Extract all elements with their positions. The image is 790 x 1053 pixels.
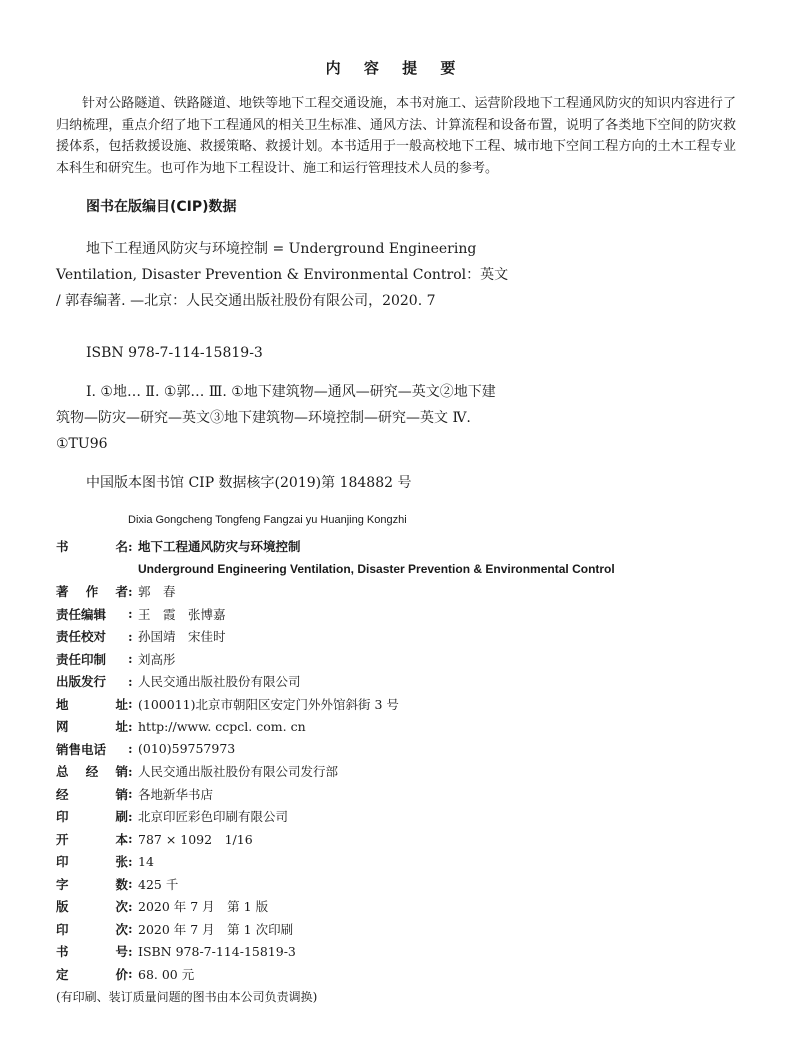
value-proofreader: 孙国靖 宋佳时 bbox=[138, 629, 226, 645]
value-website: http://www. ccpcl. com. cn bbox=[138, 718, 306, 734]
value-publisher: 人民交通出版社股份有限公司 bbox=[138, 674, 301, 690]
value-printer: 北京印匠彩色印刷有限公司 bbox=[138, 809, 289, 825]
value-format: 787 × 1092 1/16 bbox=[138, 831, 253, 847]
value-word-count: 425 千 bbox=[138, 876, 179, 892]
label-book-name: 书 名 bbox=[56, 539, 128, 555]
colophon-row-sales-phone: 销售电话 : (010)59757973 bbox=[56, 741, 236, 757]
value-author: 郭 春 bbox=[138, 584, 176, 600]
value-printing-supervisor: 刘高彤 bbox=[138, 651, 176, 667]
cip-record: 地下工程通风防灾与环境控制 = Underground Engineering Ventilation, Disaster Prevention & Environmental Control：英文 / 郭春编著. —北京：人民交通出版社股份有限公司，2020. 7 bbox=[56, 241, 509, 309]
value-distributor: 各地新华书店 bbox=[138, 786, 214, 802]
pinyin-title: Dixia Gongcheng Tongfeng Fangzai yu Huanjing Kongzhi bbox=[128, 514, 407, 526]
colophon-row-proofreader: 责任校对 : 孙国靖 宋佳时 bbox=[56, 628, 226, 645]
summary-title: 内 容 提 要 bbox=[325, 59, 465, 77]
summary-body: 针对公路隧道、铁路隧道、地铁等地下工程交通设施，本书对施工、运营阶段地下工程通风防灾的知识内容进行了归纳梳理，重点介绍了地下工程通风的相关卫生标准、通风方法、计算流程和设备布置，说明了各类地下空间的防灾救援体系，包括救援设施、救援策略、救援计划。本书适用于一般高校地下工程、城市地下空间工程方向的土木工程专业本科生和研究生。也可作为地下工程设计、施工和运行管理技术人员的参考。 bbox=[56, 96, 736, 176]
label-publisher: 出版发行 bbox=[56, 674, 107, 690]
cip-heading: 图书在版编目(CIP)数据 bbox=[86, 199, 237, 215]
colophon-row-website: 网 址 : http://www. ccpcl. com. cn bbox=[56, 718, 306, 735]
colophon-row-publisher: 出版发行 : 人民交通出版社股份有限公司 bbox=[56, 673, 301, 690]
colophon-row-general-distributor: 总 经 销 : 人民交通出版社股份有限公司发行部 bbox=[56, 763, 339, 780]
colophon-row-printer: 印 刷 : 北京印匠彩色印刷有限公司 bbox=[56, 808, 289, 825]
cip-classification: Ⅰ. ①地… Ⅱ. ①郭… Ⅲ. ①地下建筑物—通风—研究—英文②地下建筑物—防灾—研究—英文③地下建筑物—环境控制—研究—英文 Ⅳ. ①TU96 bbox=[56, 384, 496, 452]
colophon-row-author: 著 作 者 : 郭 春 bbox=[56, 583, 176, 600]
value-sheets: 14 bbox=[138, 853, 154, 869]
colophon-row-edition: 版 次 : 2020 年 7 月 第 1 版 bbox=[56, 898, 269, 915]
footer-note: (有印刷、装订质量问题的图书由本公司负责调换) bbox=[56, 990, 318, 1004]
value-address: (100011)北京市朝阳区安定门外外馆斜街 3 号 bbox=[138, 696, 399, 712]
colophon-row-book-number: 书 号 : ISBN 978-7-114-15819-3 bbox=[56, 943, 296, 960]
value-book-name-en: Underground Engineering Ventilation, Disaster Prevention & Environmental Control bbox=[138, 561, 615, 576]
label-editor: 责任编辑 bbox=[56, 606, 107, 622]
colophon-row-printing-supervisor: 责任印制 : 刘高彤 bbox=[56, 651, 176, 667]
label-proofreader: 责任校对 bbox=[56, 629, 107, 645]
colophon-row-distributor: 经 销 : 各地新华书店 bbox=[56, 786, 214, 802]
colophon-row-editor: 责任编辑 : 王 霞 张博嘉 bbox=[56, 606, 226, 622]
colophon-row-book-name: 书 名 : 地下工程通风防灾与环境控制 bbox=[56, 538, 301, 555]
colophon-row-impression: 印 次 : 2020 年 7 月 第 1 次印刷 bbox=[56, 921, 294, 937]
value-book-number: ISBN 978-7-114-15819-3 bbox=[138, 943, 296, 959]
value-edition: 2020 年 7 月 第 1 版 bbox=[138, 899, 269, 915]
label-printing-supervisor: 责任印制 bbox=[56, 651, 107, 667]
cip-isbn: ISBN 978-7-114-15819-3 bbox=[86, 345, 263, 361]
colophon bbox=[56, 535, 756, 985]
value-price: 68. 00 元 bbox=[138, 966, 195, 982]
colophon-row-word-count: 字 数 : 425 千 bbox=[56, 876, 179, 892]
colophon-row-sheets: 印 张 : 14 bbox=[56, 853, 154, 870]
value-book-name: 地下工程通风防灾与环境控制 bbox=[138, 539, 301, 555]
colophon-row-format: 开 本 : 787 × 1092 1/16 bbox=[56, 831, 253, 847]
value-general-distributor: 人民交通出版社股份有限公司发行部 bbox=[138, 764, 339, 780]
label-sales-phone: 销售电话 bbox=[56, 741, 107, 757]
colophon-row-address: 地 址 : (100011)北京市朝阳区安定门外外馆斜街 3 号 bbox=[56, 696, 399, 712]
value-sales-phone: (010)59757973 bbox=[138, 741, 236, 757]
value-editor: 王 霞 张博嘉 bbox=[138, 606, 226, 622]
cip-number: 中国版本图书馆 CIP 数据核字(2019)第 184882 号 bbox=[86, 475, 412, 491]
value-impression: 2020 年 7 月 第 1 次印刷 bbox=[138, 921, 294, 937]
colophon-row-price: 定 价 : 68. 00 元 bbox=[56, 966, 195, 982]
